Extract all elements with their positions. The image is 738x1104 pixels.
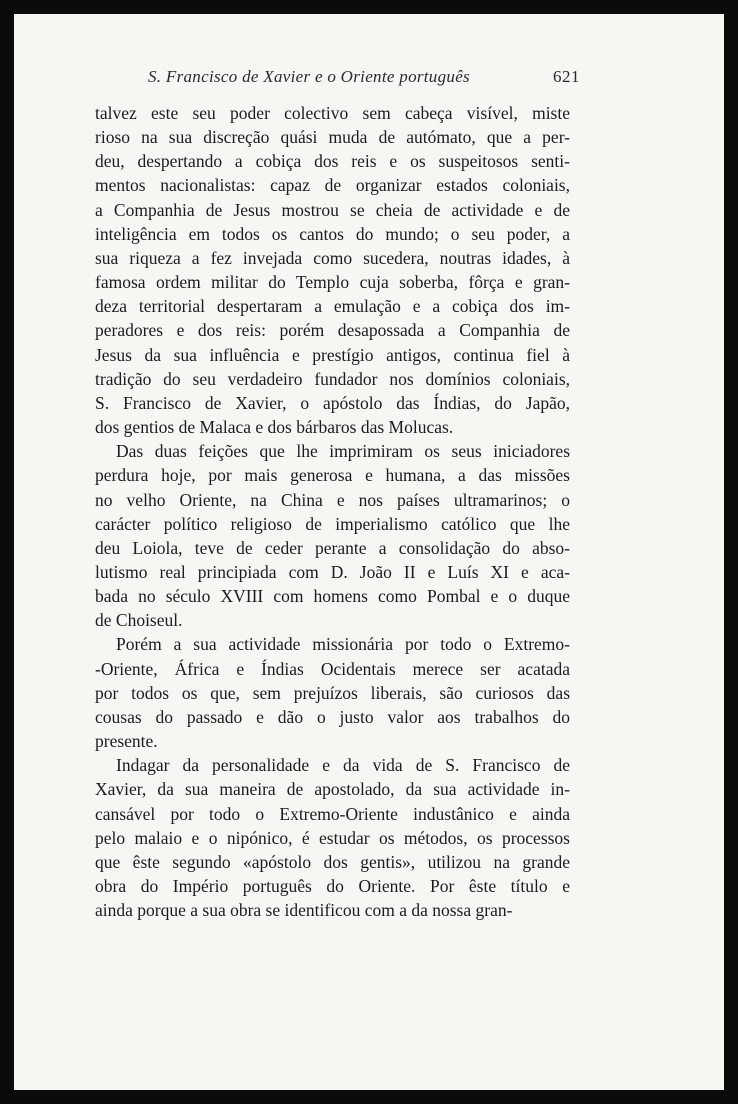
text-line: tradição do seu verdadeiro fundador nos domínios coloniais, [95,368,570,389]
text-line: deu Loiola, teve de ceder perante a consolidação do abso- [95,537,570,558]
text-line: por todos os que, sem prejuízos liberais, são curiosos das [95,682,570,703]
text-line: Indagar da personalidade e da vida de S. Francisco de [116,755,570,776]
text-line: de Choiseul. [95,610,183,631]
book-page [14,14,724,1090]
paragraph [95,632,570,753]
text-line: cansável por todo o Extremo-Oriente industânico e ainda [95,803,570,824]
text-line: presente. [95,731,158,752]
text-line: -Oriente, África e Índias Ocidentais merece ser acatada [95,658,570,679]
running-head [110,63,584,89]
text-line: famosa ordem militar do Templo cuja soberba, fôrça e gran- [95,272,570,293]
text-line: pelo malaio e o nipónico, é estudar os métodos, os processos [95,827,570,848]
text-line: sua riqueza a fez invejada como sucedera, noutras idades, à [95,247,570,268]
text-line: cousas do passado e dão o justo valor aos trabalhos do [95,706,570,727]
paragraph [95,753,570,922]
text-line: bada no século XVIII com homens como Pombal e o duque [95,586,570,607]
text-line: dos gentios de Malaca e dos bárbaros das Molucas. [95,417,454,438]
text-line: talvez este seu poder colectivo sem cabeça visível, miste [95,103,570,123]
text-line: rioso na sua discreção quási muda de autómato, que a per- [95,127,570,148]
page-number: 621 [553,67,580,86]
text-line: mentos nacionalistas: capaz de organizar estados coloniais, [95,175,570,196]
text-line: inteligência em todos os cantos do mundo; o seu poder, a [95,223,570,244]
text-line: deu, despertando a cobiça dos reis e os suspeitosos senti- [95,151,570,172]
text-line: obra do Império português do Oriente. Por êste título e [95,876,570,896]
text-line: no velho Oriente, na China e nos países ultramarinos; o [95,489,570,510]
text-line: perdura hoje, por mais generosa e humana, a das missões [95,465,570,486]
text-line: ainda porque a sua obra se identificou com a da nossa gran- [95,900,513,921]
paragraph [95,101,570,439]
text-line: S. Francisco de Xavier, o apóstolo das Índias, do Japão, [95,392,570,413]
text-line: que êste segundo «apóstolo dos gentis», utilizou na grande [95,851,570,872]
running-title: S. Francisco de Xavier e o Oriente português [148,67,470,86]
text-line: Das duas feições que lhe imprimiram os seus iniciadores [116,441,570,462]
body-text [95,101,570,922]
text-line: peradores e dos reis: porém desapossada a Companhia de [95,320,570,341]
text-line: Xavier, da sua maneira de apostolado, da sua actividade in- [95,779,570,800]
text-line: carácter político religioso de imperialismo católico que lhe [95,513,570,534]
paragraph [95,439,570,632]
text-line: deza territorial despertaram a emulação e a cobiça dos im- [95,296,570,317]
text-line: lutismo real principiada com D. João II e Luís XI e aca- [95,561,570,582]
text-line: Porém a sua actividade missionária por todo o Extremo- [116,634,570,655]
text-line: a Companhia de Jesus mostrou se cheia de actividade e de [95,199,570,220]
text-line: Jesus da sua influência e prestígio antigos, continua fiel à [95,344,570,365]
